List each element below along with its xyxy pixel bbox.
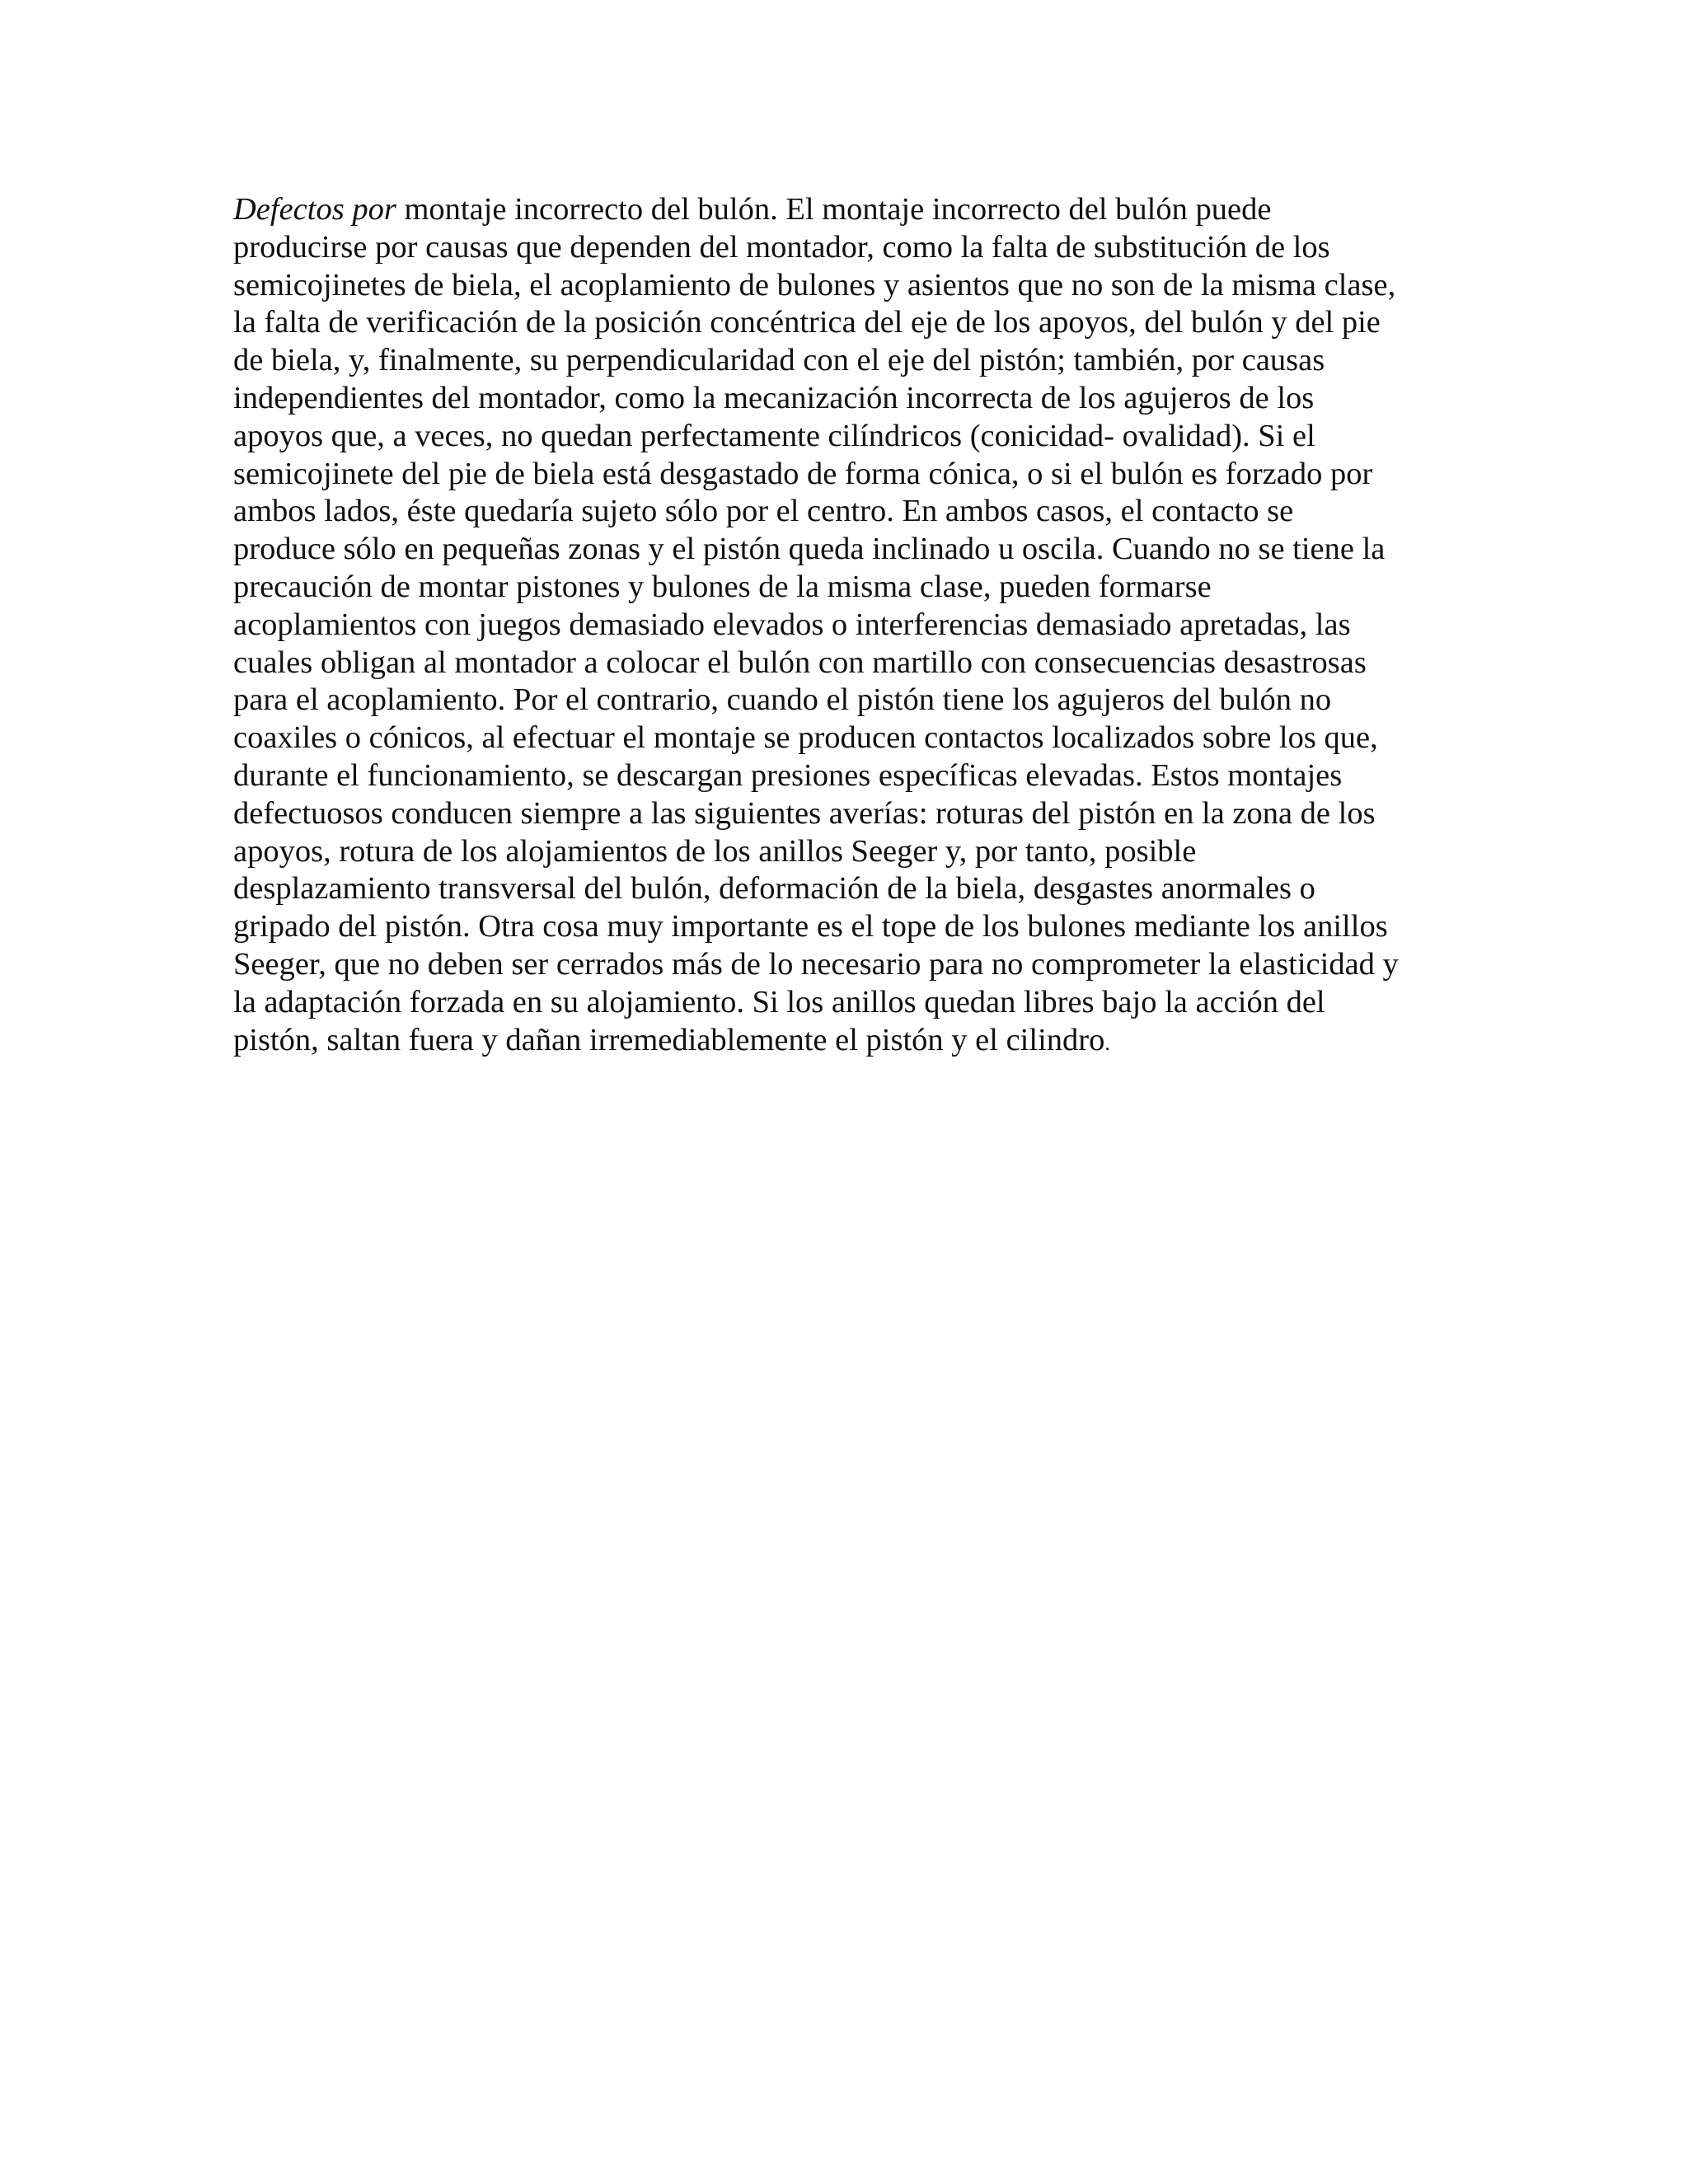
body-paragraph — [233, 191, 1470, 1062]
paragraph-line: ambos lados, éste quedaría sujeto sólo por el centro. En ambos casos, el contacto se — [233, 494, 1294, 529]
paragraph-line: precaución de montar pistones y bulones de la misma clase, pueden formarse — [233, 569, 1212, 604]
italic-lead-phrase: Defectos por — [233, 192, 396, 227]
paragraph-line: gripado del pistón. Otra cosa muy importante es el tope de los bulones mediante los anillos — [233, 909, 1388, 944]
paragraph-line: de biela, y, finalmente, su perpendicularidad con el eje del pistón; también, por causas — [233, 343, 1325, 378]
paragraph-last-line — [233, 1022, 1470, 1062]
paragraph-line-1 — [233, 191, 1470, 229]
line-1-text: montaje incorrecto del bulón. El montaje incorrecto del bulón puede — [396, 192, 1272, 227]
last-line-text: pistón, saltan fuera y dañan irremediablemente el pistón y el cilindro — [233, 1022, 1105, 1057]
paragraph-line: Seeger, que no deben ser cerrados más de lo necesario para no comprometer la elasticidad y — [233, 946, 1399, 982]
final-period: . — [1104, 1030, 1110, 1055]
paragraph-line: desplazamiento transversal del bulón, deformación de la biela, desgastes anormales o — [233, 871, 1315, 907]
paragraph-line: la falta de verificación de la posición concéntrica del eje de los apoyos, del bulón y del pie — [233, 305, 1381, 340]
paragraph-line: independientes del montador, como la mecanización incorrecta de los agujeros de los — [233, 380, 1315, 415]
paragraph-line: semicojinetes de biela, el acoplamiento de bulones y asientos que no son de la misma clase, — [233, 267, 1396, 302]
paragraph-line: para el acoplamiento. Por el contrario, cuando el pistón tiene los agujeros del bulón no — [233, 682, 1332, 718]
paragraph-line: apoyos, rotura de los alojamientos de los anillos Seeger y, por tanto, posible — [233, 833, 1197, 869]
paragraph-line: produce sólo en pequeñas zonas y el pistón queda inclinado u oscila. Cuando no se tiene la — [233, 532, 1386, 567]
paragraph-line: durante el funcionamiento, se descargan presiones específicas elevadas. Estos montajes — [233, 757, 1343, 793]
paragraph-line: acoplamientos con juegos demasiado elevados o interferencias demasiado apretadas, las — [233, 607, 1351, 642]
paragraph-line: producirse por causas que dependen del montador, como la falta de substitución de los — [233, 229, 1330, 265]
paragraph-line: defectuosos conducen siempre a las siguientes averías: roturas del pistón en la zona de los — [233, 795, 1376, 831]
paragraph-line: la adaptación forzada en su alojamiento. Si los anillos quedan libres bajo la acción del — [233, 984, 1325, 1019]
paragraph-line: apoyos que, a veces, no quedan perfectamente cilíndricos (conicidad- ovalidad). Si el — [233, 418, 1315, 453]
paragraph-line: coaxiles o cónicos, al efectuar el montaje se producen contactos localizados sobre los que, — [233, 720, 1378, 756]
paragraph-line: cuales obligan al montador a colocar el bulón con martillo con consecuencias desastrosas — [233, 644, 1367, 680]
paragraph-line: semicojinete del pie de biela está desgastado de forma cónica, o si el bulón es forzado por — [233, 456, 1373, 491]
